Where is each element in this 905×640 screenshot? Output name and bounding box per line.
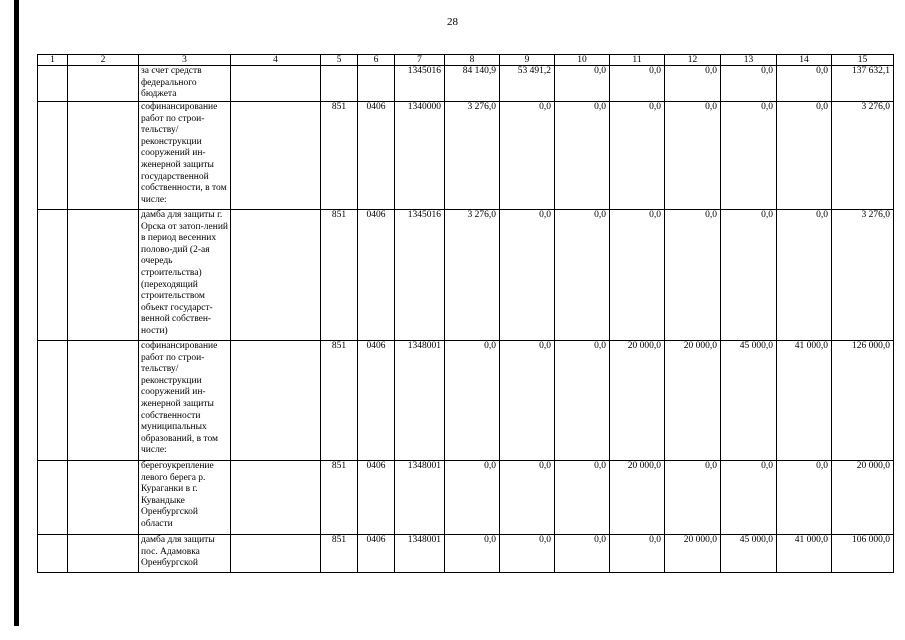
cell-description: дамба для защиты пос. Адамовка Оренбургской (139, 535, 231, 573)
cell-value: 0,0 (665, 102, 721, 210)
cell-value: 3 276,0 (832, 210, 894, 341)
cell-description: за счет средств федерального бюджета (139, 66, 231, 102)
table-row (38, 210, 894, 341)
cell-col5: 851 (321, 535, 358, 573)
col-header: 7 (395, 55, 445, 66)
cell-value: 20 000,0 (665, 535, 721, 573)
table-row (38, 535, 894, 573)
cell-value: 0,0 (500, 210, 555, 341)
cell-col5 (321, 66, 358, 102)
cell-value: 137 632,1 (832, 66, 894, 102)
cell-value: 45 000,0 (721, 535, 777, 573)
cell-description: софинансирование работ по строи-тельству/ реконструкции сооружений ин-женерной защиты собственности муниципальных образований, в том числе: (139, 341, 231, 461)
cell-value: 0,0 (445, 535, 500, 573)
col-header: 9 (500, 55, 555, 66)
cell-value: 84 140,9 (445, 66, 500, 102)
column-number-row (38, 55, 894, 66)
cell-value: 0,0 (555, 102, 610, 210)
cell-value: 0,0 (665, 461, 721, 535)
cell-value: 20 000,0 (832, 461, 894, 535)
cell-value: 0,0 (721, 66, 777, 102)
cell-col1 (38, 102, 68, 210)
cell-col1 (38, 210, 68, 341)
cell-col2 (68, 461, 139, 535)
col-header: 3 (139, 55, 231, 66)
cell-value: 0,0 (500, 461, 555, 535)
col-header: 13 (721, 55, 777, 66)
cell-col7: 1348001 (395, 461, 445, 535)
cell-value: 0,0 (555, 461, 610, 535)
cell-value: 53 491,2 (500, 66, 555, 102)
cell-value: 0,0 (721, 210, 777, 341)
cell-value: 0,0 (777, 102, 832, 210)
table-row (38, 66, 894, 102)
cell-value: 20 000,0 (610, 461, 665, 535)
cell-value: 41 000,0 (777, 341, 832, 461)
cell-value: 0,0 (555, 535, 610, 573)
cell-col2 (68, 341, 139, 461)
cell-col2 (68, 66, 139, 102)
cell-value: 0,0 (721, 461, 777, 535)
col-header: 1 (38, 55, 68, 66)
col-header: 15 (832, 55, 894, 66)
cell-col2 (68, 102, 139, 210)
cell-description: софинансирование работ по строи-тельству/ реконструкции сооружений ин-женерной защиты государственной собственности, в том числе: (139, 102, 231, 210)
cell-col2 (68, 535, 139, 573)
cell-col1 (38, 66, 68, 102)
cell-value: 0,0 (500, 535, 555, 573)
cell-col7: 1348001 (395, 341, 445, 461)
cell-value: 0,0 (721, 102, 777, 210)
cell-col4 (231, 461, 321, 535)
cell-col5: 851 (321, 210, 358, 341)
col-header: 8 (445, 55, 500, 66)
cell-value: 0,0 (555, 210, 610, 341)
cell-col5: 851 (321, 341, 358, 461)
cell-col5: 851 (321, 102, 358, 210)
col-header: 11 (610, 55, 665, 66)
cell-col2 (68, 210, 139, 341)
cell-value: 0,0 (665, 66, 721, 102)
cell-value: 0,0 (610, 210, 665, 341)
cell-col7: 1348001 (395, 535, 445, 573)
cell-col6 (358, 66, 395, 102)
cell-value: 0,0 (777, 66, 832, 102)
page-number: 28 (447, 16, 458, 28)
cell-value: 0,0 (500, 102, 555, 210)
cell-col6: 0406 (358, 461, 395, 535)
cell-value: 3 276,0 (445, 210, 500, 341)
cell-col6: 0406 (358, 102, 395, 210)
cell-col5: 851 (321, 461, 358, 535)
cell-col1 (38, 461, 68, 535)
cell-col4 (231, 66, 321, 102)
cell-value: 0,0 (665, 210, 721, 341)
cell-col7: 1340000 (395, 102, 445, 210)
cell-value: 0,0 (500, 341, 555, 461)
col-header: 14 (777, 55, 832, 66)
cell-col1 (38, 535, 68, 573)
cell-col1 (38, 341, 68, 461)
cell-col7: 1345016 (395, 66, 445, 102)
cell-col4 (231, 210, 321, 341)
cell-value: 0,0 (555, 66, 610, 102)
cell-value: 0,0 (610, 66, 665, 102)
cell-value: 0,0 (777, 210, 832, 341)
cell-col4 (231, 102, 321, 210)
cell-value: 0,0 (445, 461, 500, 535)
cell-value: 0,0 (610, 102, 665, 210)
cell-col6: 0406 (358, 341, 395, 461)
cell-value: 45 000,0 (721, 341, 777, 461)
col-header: 10 (555, 55, 610, 66)
budget-table (37, 54, 894, 573)
col-header: 4 (231, 55, 321, 66)
cell-value: 126 000,0 (832, 341, 894, 461)
cell-description: берегоукрепление левого берега р. Кураганки в г. Кувандыке Оренбургской области (139, 461, 231, 535)
cell-value: 0,0 (610, 535, 665, 573)
cell-value: 0,0 (777, 461, 832, 535)
margin-bar (14, 0, 19, 626)
col-header: 6 (358, 55, 395, 66)
cell-value: 106 000,0 (832, 535, 894, 573)
cell-col4 (231, 535, 321, 573)
cell-col7: 1345016 (395, 210, 445, 341)
table-row (38, 102, 894, 210)
col-header: 5 (321, 55, 358, 66)
cell-value: 3 276,0 (445, 102, 500, 210)
col-header: 2 (68, 55, 139, 66)
cell-col4 (231, 341, 321, 461)
col-header: 12 (665, 55, 721, 66)
cell-value: 20 000,0 (665, 341, 721, 461)
cell-value: 41 000,0 (777, 535, 832, 573)
cell-value: 0,0 (555, 341, 610, 461)
cell-description: дамба для защиты г. Орска от затоп-лений в период весенних полово-дий (2-ая очередь строительства) (переходящий строительством объект государст-венной собствен-ности) (139, 210, 231, 341)
cell-value: 0,0 (445, 341, 500, 461)
table-row (38, 461, 894, 535)
cell-value: 20 000,0 (610, 341, 665, 461)
cell-value: 3 276,0 (832, 102, 894, 210)
cell-col6: 0406 (358, 535, 395, 573)
cell-col6: 0406 (358, 210, 395, 341)
table-row (38, 341, 894, 461)
